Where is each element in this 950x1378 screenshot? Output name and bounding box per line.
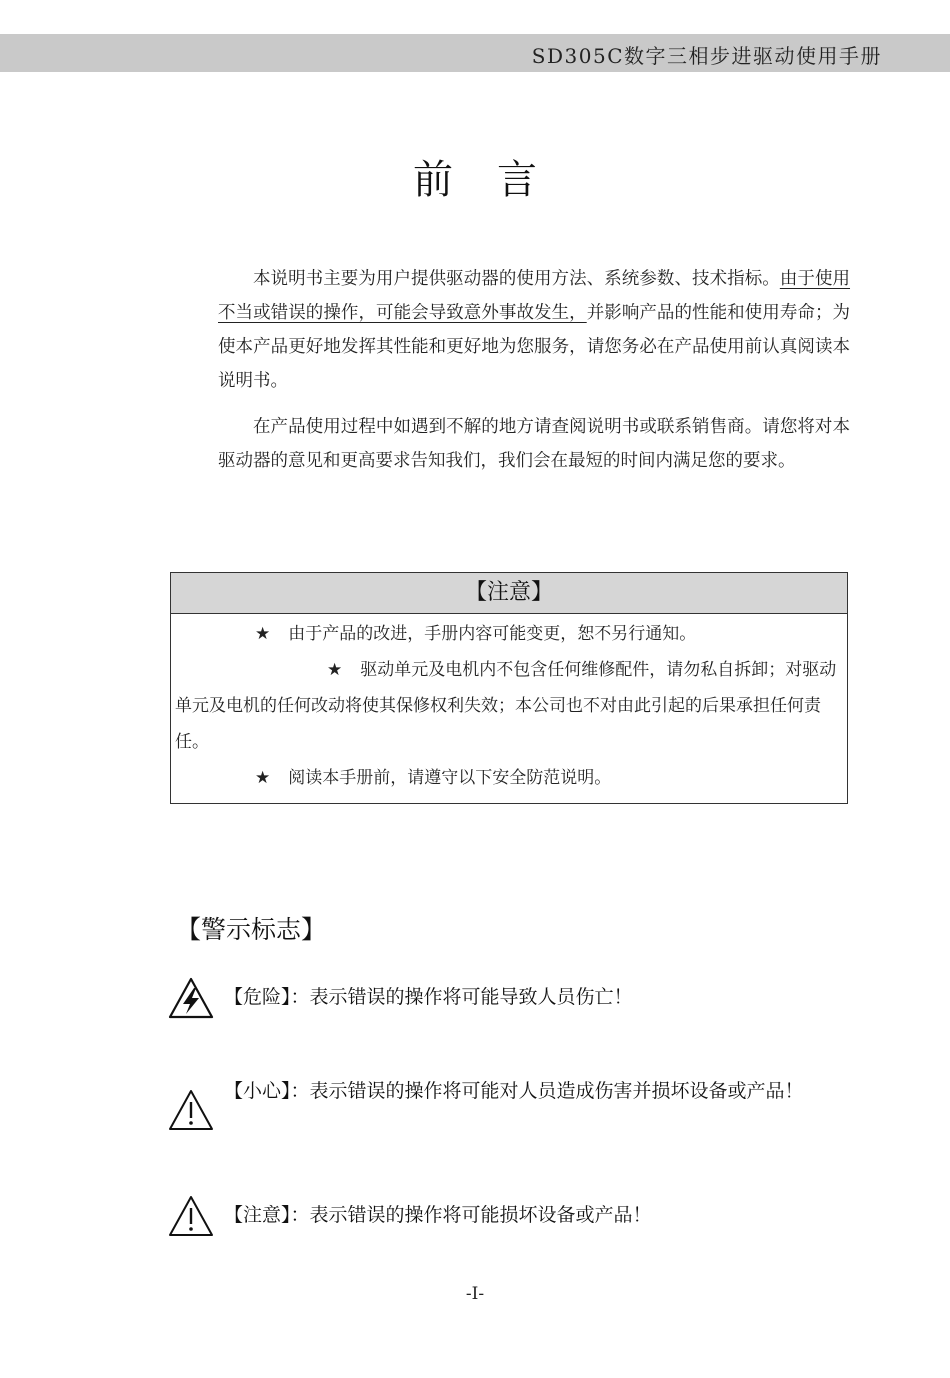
star-icon: ★ [327,660,343,680]
intro-p1-line1: 本说明书主要为用户提供驱动器的使用方法、系统参数、技术指标。 [253,269,780,289]
star-icon: ★ [255,768,271,788]
danger-text: 【危险】：表示错误的操作将可能导致人员伤亡！ [224,986,633,1008]
notice-item-text: 由于产品的改进，手册内容可能变更，恕不另行通知。 [288,624,697,644]
warning-row-notice [168,1194,868,1240]
intro-paragraph-2: 在产品使用过程中如遇到不解的地方请查阅说明书或联系销售商。请您将对本驱动器的意见和更高要求告知我们，我们会在最短的时间内满足您的要求。 [218,417,850,471]
notice-item [175,652,844,760]
header-title: SD305C数字三相步进驱动使用手册 [531,44,882,68]
warning-signs-heading: 【警示标志】 [176,915,327,944]
notice-text: 【注意】：表示错误的操作将可能损坏设备或产品！ [224,1204,652,1226]
intro-paragraph-1 [218,262,850,398]
caution-text: 【小心】：表示错误的操作将可能对人员造成伤害并损坏设备或产品！ [224,1080,804,1102]
warning-row-caution [168,1074,868,1154]
notice-box-body [171,614,847,796]
notice-item [175,760,844,796]
notice-box-title: 【注意】 [171,573,847,614]
intro-underlined-warning: 由于使用不当或错误的操作，可能会导致意外事故发生， [218,269,851,323]
notice-item [175,616,844,652]
intro-p1-rest: 并影响产品的性能和使用寿命；为使本产品更好地发挥其性能和更好地为您服务，请您务必在产品使用前认真阅读本说明书。 [218,303,851,391]
high-voltage-icon [168,976,214,1020]
star-icon: ★ [255,624,271,644]
notice-box [170,572,848,804]
warning-row-danger [168,976,868,1022]
warning-triangle-icon [168,1194,214,1238]
page-number: -I- [465,1284,485,1304]
notice-item-text: 阅读本手册前，请遵守以下安全防范说明。 [288,768,612,788]
page-title: 前言 [413,157,581,203]
notice-item-text: 驱动单元及电机内不包含任何维修配件，请勿私自拆卸；对驱动单元及电机的任何改动将使其保修权利失效；本公司也不对由此引起的后果承担任何责任。 [175,660,837,752]
intro-section [218,262,850,490]
caution-triangle-icon [168,1088,214,1132]
